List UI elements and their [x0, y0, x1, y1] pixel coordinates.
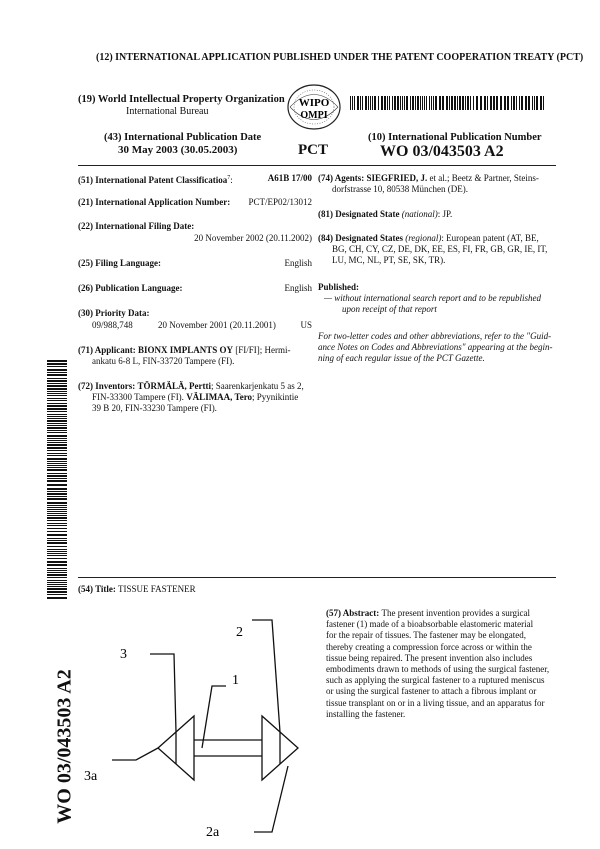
barcode-bar — [543, 96, 544, 110]
barcode-bar — [47, 555, 67, 556]
barcode-bar — [47, 546, 67, 547]
barcode-bar — [47, 398, 67, 399]
barcode-bar — [47, 447, 67, 449]
org-name: (19) World Intellectual Property Organization — [78, 94, 285, 105]
barcode-bar — [47, 427, 67, 429]
barcode-bar — [47, 584, 67, 585]
barcode-bar — [433, 96, 434, 110]
field-21: (21) International Application Number: PCT/EP02/13012 — [78, 197, 312, 207]
barcode-bar — [47, 542, 67, 544]
abstract-line: fastener (1) made of a bioabsorbable elastomeric material — [326, 619, 534, 630]
barcode-bar — [47, 374, 67, 376]
barcode-bar — [47, 403, 67, 404]
field-72: (72) Inventors: TÖRMÄLÄ, Pertti; Saarenkarjenkatu 5 as 2, FIN-33300 Tampere (FI). VÄLIMAA, Tero; Pyynikintie 39 B 20, FIN-33230 Tampere (FI). — [78, 381, 304, 413]
barcode-bar — [431, 96, 432, 110]
barcode-bar — [47, 580, 67, 581]
side-barcode — [47, 360, 67, 600]
abstract-line: (57) Abstract: The present invention provides a surgical — [326, 608, 531, 618]
barcode-bar — [372, 96, 373, 110]
barcode-bar — [47, 388, 67, 390]
barcode-bar — [47, 416, 67, 417]
barcode-bar — [47, 549, 67, 550]
barcode-bar — [442, 96, 444, 110]
barcode-bar — [404, 96, 405, 110]
pct-mark: PCT — [298, 142, 328, 158]
barcode-bar — [484, 96, 486, 110]
barcode-bar — [47, 484, 67, 486]
barcode-bar — [47, 591, 67, 593]
barcode-bar — [402, 96, 403, 110]
barcode-bar — [381, 96, 383, 110]
barcode-bar — [47, 520, 67, 521]
barcode-bar — [47, 405, 67, 407]
ref-2a: 2a — [206, 825, 220, 840]
barcode-bar — [47, 511, 67, 512]
barcode-bar — [47, 369, 67, 371]
barcode-bar — [415, 96, 416, 110]
barcode-bar — [47, 517, 67, 519]
barcode-bar — [47, 594, 67, 595]
barcode-bar — [462, 96, 464, 110]
field-84: (84) Designated States (regional): European patent (AT, BE, BG, CH, CY, CZ, DE, DK, EE, ES, FI, FR, GB, GR, IE, IT, LU, MC, NL, PT, SE, SK, TR). — [318, 233, 548, 265]
barcode-bar — [350, 96, 351, 110]
barcode-bar — [420, 96, 421, 110]
barcode-bar — [457, 96, 458, 110]
barcode-bar — [429, 96, 430, 110]
barcode-bar — [47, 393, 67, 394]
barcode-bar — [467, 96, 469, 110]
barcode-bar — [476, 96, 478, 110]
barcode-bar — [354, 96, 355, 110]
barcode-bar — [47, 493, 67, 495]
barcode-bar — [504, 96, 506, 110]
field-30-data: 09/988,748 20 November 2001 (20.11.2001) US — [92, 320, 312, 330]
field-26: (26) Publication Language: English — [78, 283, 312, 293]
barcode-bar — [47, 400, 67, 401]
barcode-bar — [47, 574, 67, 576]
barcode-bar — [392, 96, 393, 110]
barcode-bar — [496, 96, 498, 110]
barcode-bar — [47, 523, 67, 524]
barcode-bar — [470, 96, 471, 110]
barcode-bar — [500, 96, 502, 110]
barcode-bar — [516, 96, 517, 110]
pub-number-label: (10) International Publication Number — [368, 132, 542, 143]
barcode-bar — [47, 525, 67, 526]
published-section: Published: — without international search report and to be republished upon receipt of that report — [318, 282, 541, 314]
guidance-note: For two-letter codes and other abbreviations, refer to the "Guid- ance Notes on Codes and Abbreviations" appearing at the begin- ning of each regular issue of the PCT Gazette. — [318, 331, 553, 363]
barcode-bar — [521, 96, 523, 110]
barcode-bar — [487, 96, 488, 110]
barcode-bar — [365, 96, 367, 110]
barcode-bar — [47, 453, 67, 454]
abstract-line: tissue transplant on or in a living tissue, and an apparatus for — [326, 697, 545, 708]
barcode-bar — [47, 478, 67, 479]
field-54: (54) Title: TISSUE FASTENER — [78, 584, 196, 594]
barcode-bar — [47, 450, 67, 451]
barcode-bar — [47, 442, 67, 443]
barcode-bar — [417, 96, 419, 110]
barcode-bar — [47, 420, 67, 422]
abstract-line: such as applying the surgical fastener to a ruptured meniscus — [326, 675, 545, 686]
barcode-bar — [528, 96, 530, 110]
barcode-bar — [47, 383, 67, 384]
barcode-bar — [352, 96, 353, 110]
barcode-bar — [459, 96, 461, 110]
barcode-bar — [47, 475, 67, 477]
title-rule — [78, 577, 556, 578]
header-barcode — [350, 96, 544, 110]
logo-text-bottom: OMPI — [300, 110, 328, 121]
barcode-bar — [360, 96, 361, 110]
pub-date-label: (43) International Publication Date — [104, 132, 262, 143]
treaty-line: (12) INTERNATIONAL APPLICATION PUBLISHED UNDER THE PATENT COOPERATION TREATY (PCT) — [96, 52, 584, 63]
barcode-bar — [47, 395, 67, 396]
ref-3a: 3a — [84, 769, 98, 784]
barcode-bar — [47, 473, 67, 474]
barcode-bar — [426, 96, 427, 110]
barcode-bar — [47, 577, 67, 578]
abstract-line: or using the surgical fastener to attach a fibrous implant or — [326, 686, 537, 697]
barcode-bar — [47, 380, 67, 382]
header-rule — [78, 165, 556, 166]
barcode-bar — [47, 534, 67, 536]
barcode-bar — [47, 570, 67, 571]
barcode-bar — [47, 440, 67, 441]
barcode-bar — [536, 96, 538, 110]
barcode-bar — [446, 96, 448, 110]
barcode-bar — [47, 568, 67, 569]
barcode-bar — [519, 96, 520, 110]
barcode-bar — [410, 96, 411, 110]
barcode-bar — [387, 96, 388, 110]
ref-2: 2 — [236, 625, 243, 640]
barcode-bar — [47, 363, 67, 365]
barcode-bar — [424, 96, 425, 110]
barcode-bar — [47, 586, 67, 587]
barcode-bar — [389, 96, 390, 110]
barcode-bar — [362, 96, 363, 110]
barcode-bar — [525, 96, 527, 110]
field-74: (74) Agents: SIEGFRIED, J. et al.; Beetz & Partner, Steins- dorfstrasse 10, 80538 München (DE). — [318, 173, 539, 194]
field-81: (81) Designated State (national): JP. — [318, 209, 453, 219]
barcode-bar — [47, 360, 67, 362]
barcode-bar — [435, 96, 437, 110]
field-22-value: 20 November 2002 (20.11.2002) — [194, 233, 312, 243]
ref-1: 1 — [232, 673, 239, 688]
barcode-bar — [374, 96, 376, 110]
barcode-bar — [47, 491, 67, 492]
barcode-bar — [511, 96, 512, 110]
barcode-bar — [47, 455, 67, 456]
pub-number-value: WO 03/043503 A2 — [380, 143, 504, 160]
barcode-bar — [47, 432, 67, 433]
barcode-bar — [454, 96, 456, 110]
side-publication-number: WO 03/043503 A2 — [53, 669, 76, 824]
abstract-line: for the repair of tissues. The fastener may be elongated, — [326, 630, 527, 641]
abstract-line: embodiments drawn to methods of using the surgical fastener, — [326, 664, 550, 675]
barcode-bar — [47, 597, 67, 599]
abstract — [326, 608, 558, 720]
abstract-line: thereby creating a compression force across or within the — [326, 641, 532, 652]
barcode-bar — [47, 509, 67, 510]
abstract-line: installing the fastener. — [326, 708, 406, 719]
barcode-bar — [47, 461, 67, 462]
barcode-bar — [534, 96, 535, 110]
barcode-bar — [394, 96, 396, 110]
barcode-bar — [513, 96, 515, 110]
barcode-bar — [47, 425, 67, 426]
barcode-bar — [412, 96, 414, 110]
barcode-bar — [47, 488, 67, 490]
barcode-bar — [47, 411, 67, 412]
barcode-bar — [422, 96, 423, 110]
barcode-bar — [465, 96, 466, 110]
barcode-bar — [47, 385, 67, 387]
field-30: (30) Priority Data: — [78, 308, 150, 318]
barcode-bar — [378, 96, 379, 110]
barcode-bar — [47, 423, 67, 424]
barcode-bar — [47, 465, 67, 466]
barcode-bar — [47, 391, 67, 392]
barcode-bar — [47, 430, 67, 431]
barcode-bar — [47, 558, 67, 559]
field-25: (25) Filing Language: English — [78, 258, 312, 268]
barcode-bar — [47, 418, 67, 419]
barcode-bar — [47, 572, 67, 573]
barcode-bar — [47, 372, 67, 373]
barcode-bar — [480, 96, 482, 110]
barcode-bar — [47, 480, 67, 482]
barcode-bar — [47, 528, 67, 529]
barcode-bar — [47, 553, 67, 554]
field-71: (71) Applicant: BIONX IMPLANTS OY [FI/FI]; Hermi- ankatu 6-8 L, FIN-33720 Tampere (FI). — [78, 345, 291, 366]
barcode-bar — [47, 515, 67, 516]
barcode-bar — [368, 96, 369, 110]
ref-3: 3 — [120, 647, 127, 662]
barcode-bar — [47, 551, 67, 552]
barcode-bar — [47, 531, 67, 532]
barcode-bar — [47, 366, 67, 367]
abstract-line: tissue being repaired. The present invention also includes — [326, 652, 533, 663]
barcode-bar — [370, 96, 371, 110]
pub-date-value: 30 May 2003 (30.05.2003) — [118, 144, 238, 156]
barcode-bar — [47, 561, 67, 563]
barcode-bar — [490, 96, 492, 110]
barcode-bar — [47, 507, 67, 508]
barcode-bar — [47, 582, 67, 583]
barcode-bar — [47, 498, 67, 500]
barcode-bar — [384, 96, 386, 110]
barcode-bar — [47, 540, 67, 541]
barcode-bar — [400, 96, 401, 110]
barcode-bar — [540, 96, 542, 110]
barcode-bar — [47, 444, 67, 446]
barcode-bar — [397, 96, 399, 110]
barcode-bar — [47, 502, 67, 504]
barcode-bar — [47, 513, 67, 514]
barcode-bar — [47, 564, 67, 566]
field-22: (22) International Filing Date: — [78, 221, 195, 231]
barcode-bar — [47, 458, 67, 460]
barcode-bar — [47, 467, 67, 468]
barcode-bar — [439, 96, 441, 110]
barcode-bar — [47, 538, 67, 539]
barcode-bar — [47, 469, 67, 471]
barcode-bar — [473, 96, 474, 110]
field-51: (51) International Patent Classificatioa$^7$: A61B 17/00 — [78, 173, 312, 185]
barcode-bar — [47, 414, 67, 415]
barcode-bar — [47, 588, 67, 590]
logo-text-top: WIPO — [298, 97, 330, 109]
barcode-bar — [449, 96, 450, 110]
barcode-bar — [532, 96, 533, 110]
barcode-bar — [47, 435, 67, 437]
barcode-bar — [47, 408, 67, 410]
barcode-bar — [47, 438, 67, 439]
barcode-bar — [47, 463, 67, 464]
barcode-bar — [507, 96, 509, 110]
abstract-label: (57) Abstract: — [326, 608, 382, 618]
barcode-bar — [47, 378, 67, 379]
barcode-bar — [493, 96, 495, 110]
barcode-bar — [47, 505, 67, 506]
org-bureau: International Bureau — [126, 106, 209, 117]
fastener-drawing — [78, 600, 318, 840]
barcode-bar — [451, 96, 453, 110]
barcode-bar — [406, 96, 408, 110]
barcode-bar — [357, 96, 359, 110]
barcode-bar — [47, 496, 67, 497]
wipo-logo — [282, 82, 346, 132]
